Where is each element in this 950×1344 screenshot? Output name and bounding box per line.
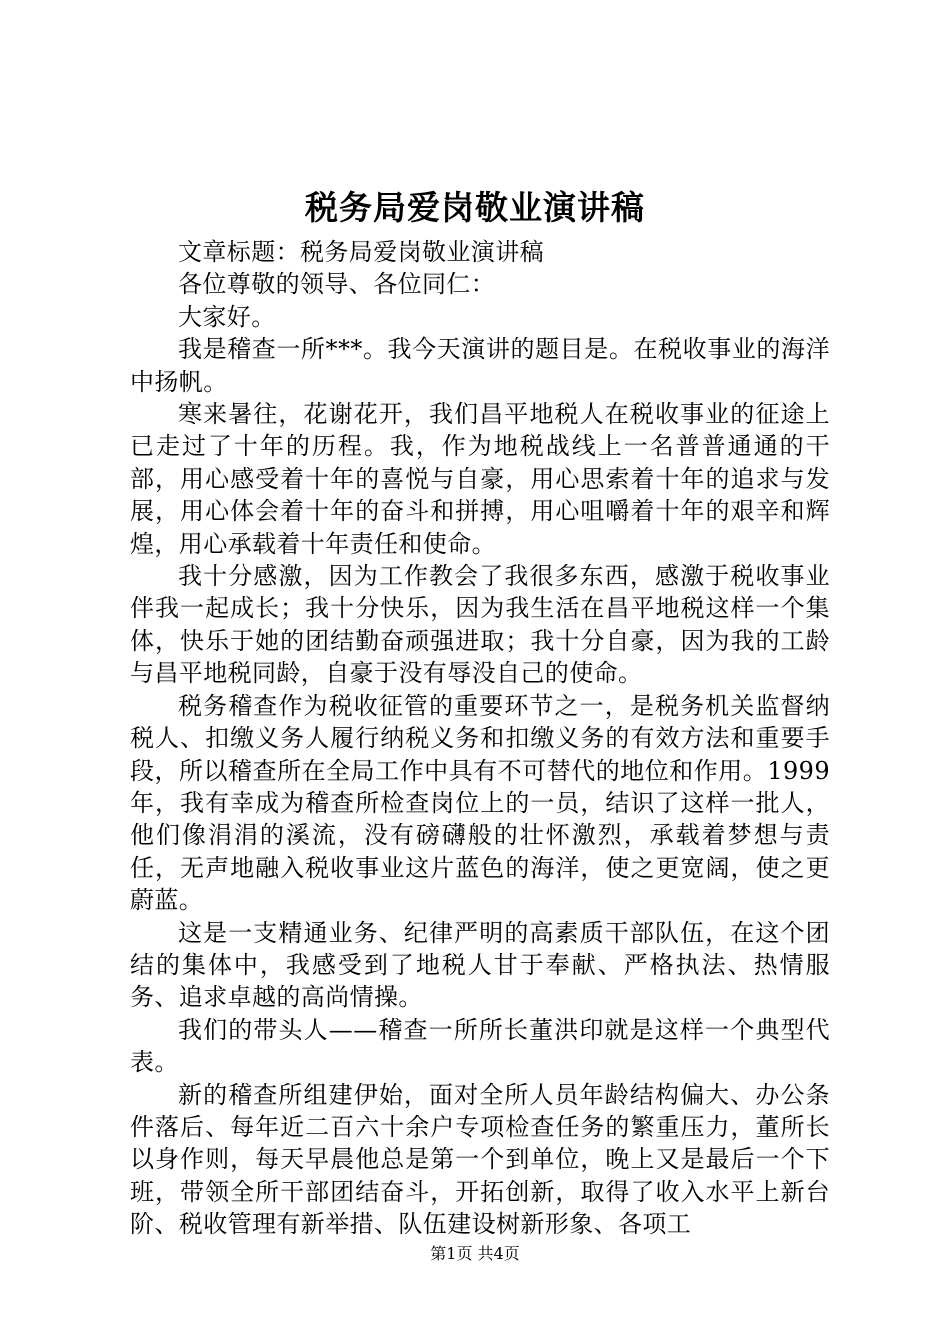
paragraph-new-office: 新的稽查所组建伊始，面对全所人员年龄结构偏大、办公条件落后、每年近二百六十余户专项检查任务的繁重压力，董所长以身作则，每天早晨他总是第一个到单位，晚上又是最后一个下班，带领全所干部团结奋斗，开拓创新，取得了收入水平上新台阶、税收管理有新举措、队伍建设树新形象、各项工	[130, 1080, 830, 1239]
paragraph-leader: 我们的带头人——稽查一所所长董洪印就是这样一个典型代表。	[130, 1015, 830, 1077]
document-title: 税务局爱岗敬业演讲稿	[305, 188, 645, 227]
paragraph-introduction: 我是稽查一所***。我今天演讲的题目是。在税收事业的海洋中扬帆。	[130, 335, 830, 396]
page-number-footer: 第1页 共4页	[430, 1244, 520, 1263]
paragraph-article-title: 文章标题：税务局爱岗敬业演讲稿	[178, 238, 544, 266]
paragraph-tax-inspection: 税务稽查作为税收征管的重要环节之一，是税务机关监督纳税人、扣缴义务人履行纳税义务和扣缴义务的有效方法和重要手段，所以稽查所在全局工作中具有不可替代的地位和作用。1999年，我有幸成为稽查所检查岗位上的一员，结识了这样一批人，他们像涓涓的溪流，没有磅礴般的壮怀激烈，承载着梦想与责任，无声地融入税收事业这片蓝色的海洋，使之更宽阔，使之更蔚蓝。	[130, 691, 830, 915]
paragraph-salutation: 各位尊敬的领导、各位同仁：	[178, 270, 496, 299]
paragraph-team: 这是一支精通业务、纪律严明的高素质干部队伍，在这个团结的集体中，我感受到了地税人甘于奉献、严格执法、热情服务、追求卓越的高尚情操。	[130, 918, 830, 1012]
paragraph-gratitude: 我十分感激，因为工作教会了我很多东西，感激于税收事业伴我一起成长；我十分快乐，因为我生活在昌平地税这样一个集体，快乐于她的团结勤奋顽强进取；我十分自豪，因为我的工龄与昌平地税同龄，自豪于没有辱没自己的使命。	[130, 562, 830, 688]
document-body	[130, 236, 830, 1241]
paragraph-greeting: 大家好。	[178, 302, 276, 331]
paragraph-ten-years: 寒来暑往，花谢花开，我们昌平地税人在税收事业的征途上已走过了十年的历程。我，作为地税战线上一名普普通通的干部，用心感受着十年的喜悦与自豪，用心思索着十年的追求与发展，用心体会着十年的奋斗和拼搏，用心咀嚼着十年的艰辛和辉煌，用心承载着十年责任和使命。	[130, 400, 830, 558]
